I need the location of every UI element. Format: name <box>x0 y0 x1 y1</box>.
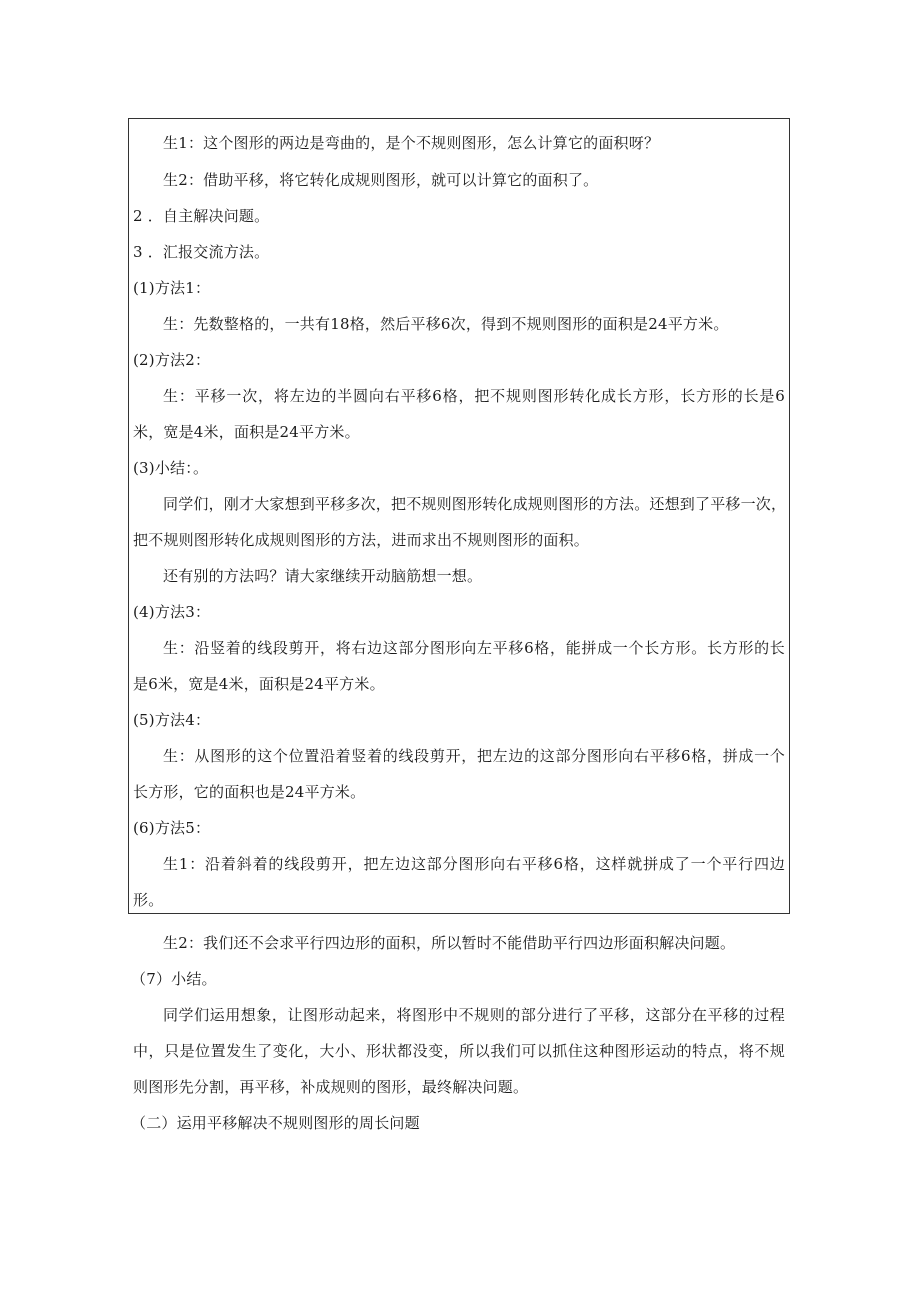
step-2: 2 ．自主解决问题。 <box>133 207 270 225</box>
method-2-text-line1: 生：平移一次，将左边的半圆向右平移6格，把不规则图形转化成长方形，长方形的长是6 <box>163 387 785 405</box>
method-5-text-line1: 生1：沿着斜着的线段剪开，把左边这部分图形向右平移6格，这样就拼成了一个平行四边 <box>163 855 785 873</box>
method-5-heading: (6)方法5： <box>133 819 211 837</box>
student2-parallelogram: 生2：我们还不会求平行四边形的面积，所以暂时不能借助平行四边形面积解决问题。 <box>163 934 736 952</box>
method-4-heading: (5)方法4： <box>133 711 211 729</box>
summary-7-text-line3: 则图形先分割，再平移，补成规则的图形，最终解决问题。 <box>133 1078 529 1096</box>
summary-3-heading: (3)小结：。 <box>133 459 209 477</box>
method-2-heading: (2)方法2： <box>133 351 211 369</box>
method-4-text-line2: 长方形，它的面积也是24平方米。 <box>133 783 366 801</box>
section-2-heading: （二）运用平移解决不规则图形的周长问题 <box>131 1114 420 1132</box>
student2-answer: 生2：借助平移，将它转化成规则图形，就可以计算它的面积了。 <box>163 171 599 189</box>
method-1-text: 生：先数整格的，一共有18格，然后平移6次，得到不规则图形的面积是24平方米。 <box>163 315 729 333</box>
summary-7-text-line2: 中，只是位置发生了变化，大小、形状都没变，所以我们可以抓住这种图形运动的特点，将不规 <box>133 1042 785 1060</box>
summary-7-heading: （7）小结。 <box>131 970 217 988</box>
student1-question: 生1：这个图形的两边是弯曲的，是个不规则图形，怎么计算它的面积呀？ <box>163 134 660 152</box>
method-3-text-line2: 是6米，宽是4米，面积是24平方米。 <box>133 675 385 693</box>
method-3-text-line1: 生：沿竖着的线段剪开，将右边这部分图形向左平移6格，能拼成一个长方形。长方形的长 <box>163 639 785 657</box>
summary-3-text-line2: 把不规则图形转化成规则图形的方法，进而求出不规则图形的面积。 <box>133 531 590 549</box>
method-5-text-line2: 形。 <box>133 891 164 909</box>
method-4-text-line1: 生：从图形的这个位置沿着竖着的线段剪开，把左边的这部分图形向右平移6格，拼成一个 <box>163 747 785 765</box>
method-3-heading: (4)方法3： <box>133 603 211 621</box>
other-methods-prompt: 还有别的方法吗？请大家继续开动脑筋想一想。 <box>163 567 483 585</box>
summary-7-text-line1: 同学们运用想象，让图形动起来，将图形中不规则的部分进行了平移，这部分在平移的过程 <box>163 1006 785 1024</box>
method-1-heading: (1)方法1： <box>133 279 211 297</box>
method-2-text-line2: 米，宽是4米，面积是24平方米。 <box>133 423 360 441</box>
step-3: 3 ．汇报交流方法。 <box>133 243 270 261</box>
summary-3-text-line1: 同学们，刚才大家想到平移多次，把不规则图形转化成规则图形的方法。还想到了平移一次， <box>163 495 787 513</box>
